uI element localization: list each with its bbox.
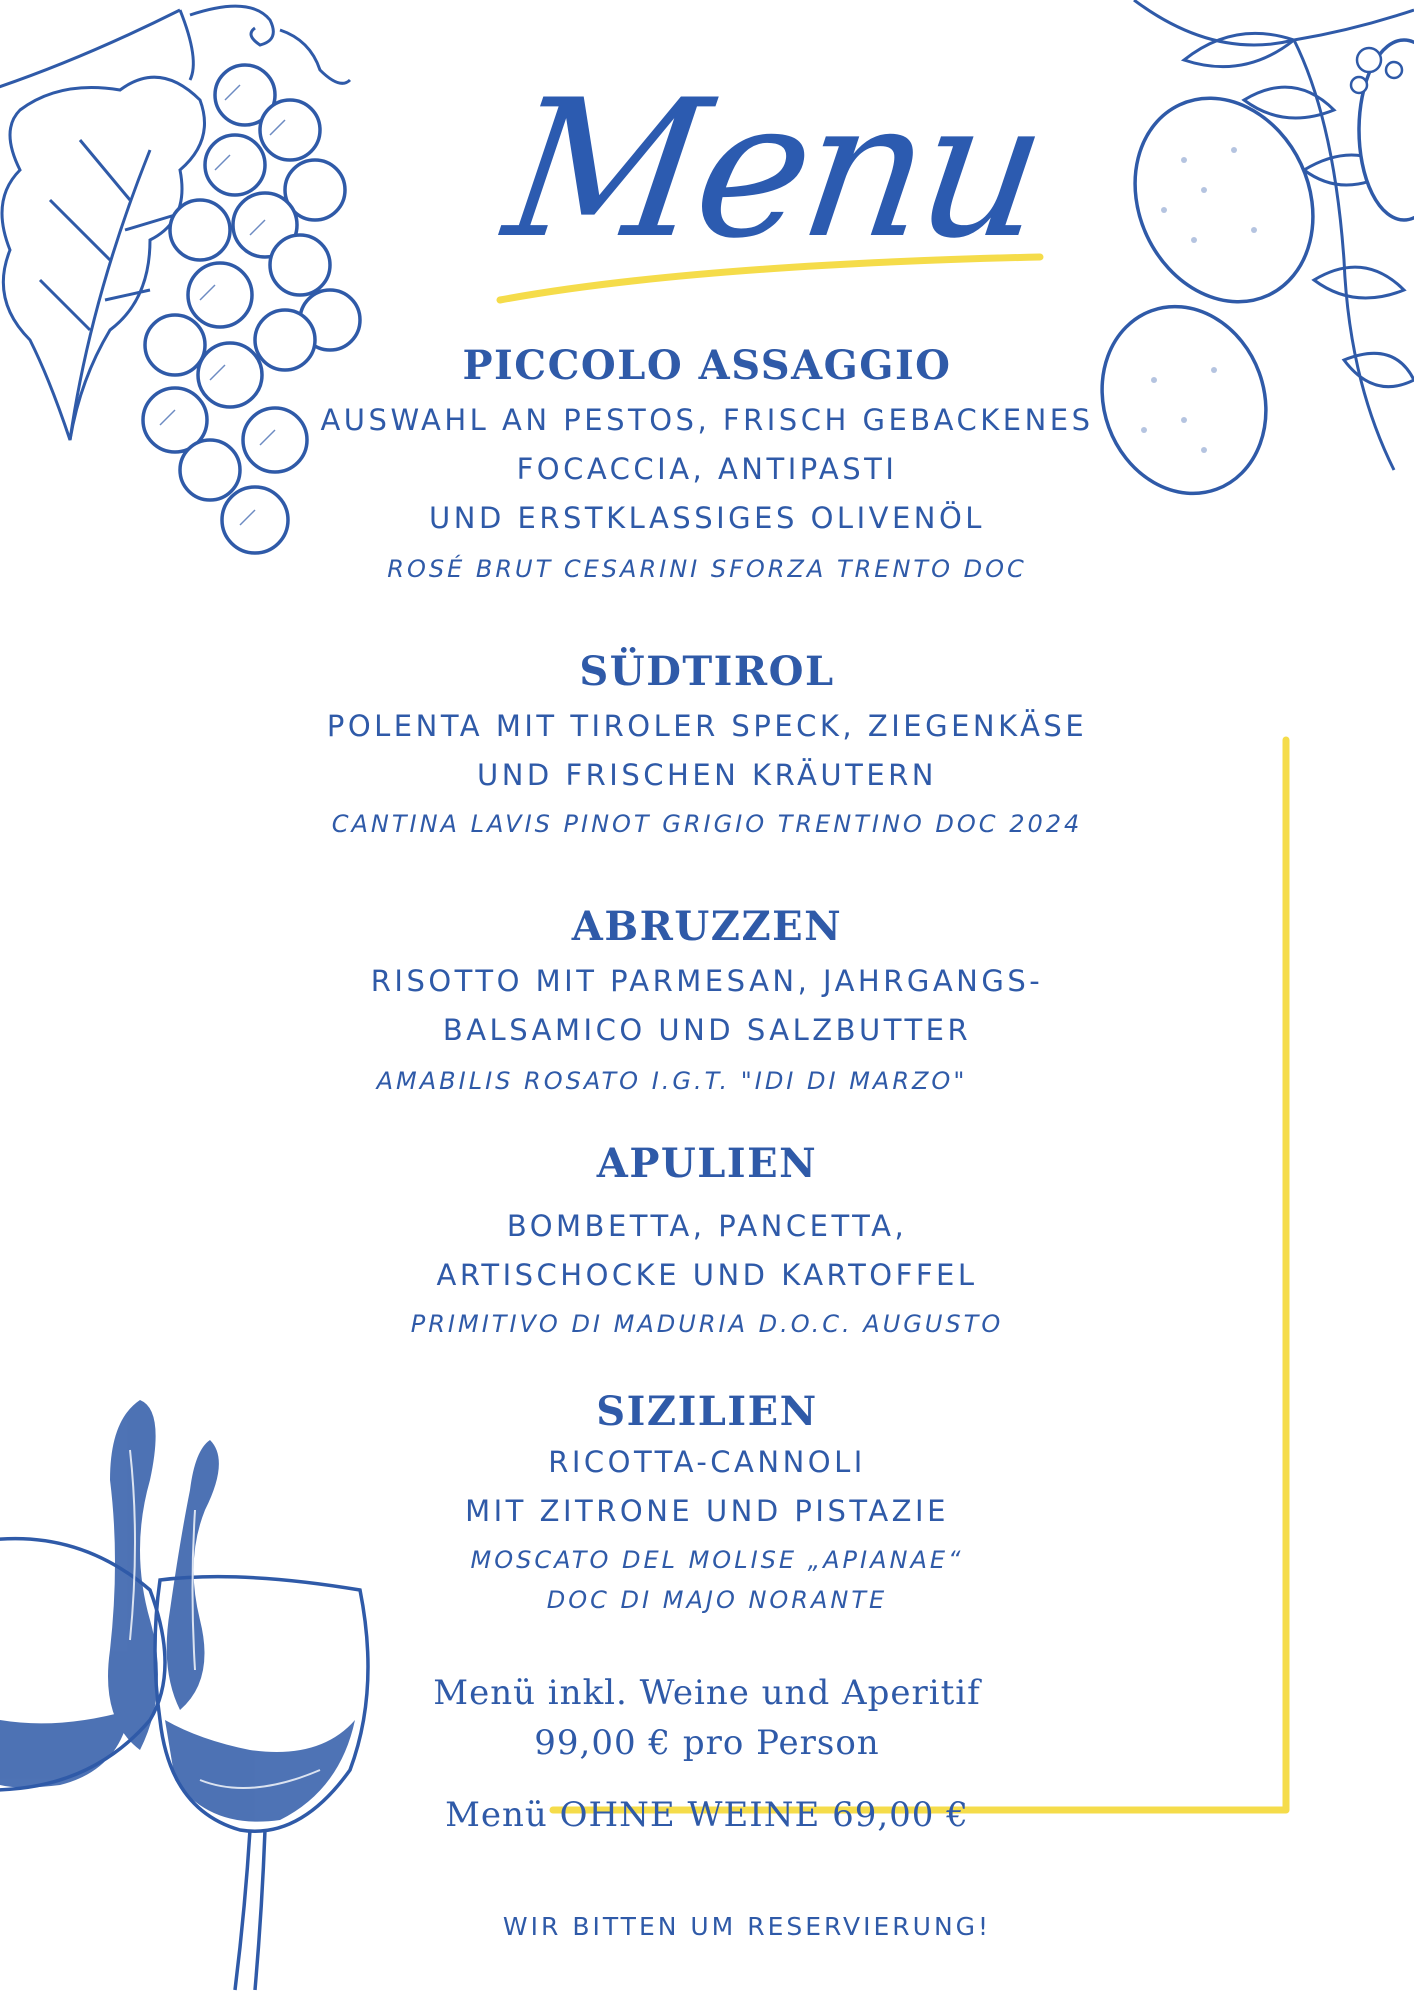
menu-title <box>480 45 1080 315</box>
course-heading: SIZILIEN <box>596 1388 818 1435</box>
wine-line: PRIMITIVO DI MADURIA D.O.C. AUGUSTO <box>410 1310 1004 1338</box>
price-line-with-wine: Menü inkl. Weine und Aperitif <box>433 1673 981 1713</box>
wine-line: DOC DI MAJO NORANTE <box>546 1586 888 1614</box>
wine-line: ROSÉ BRUT CESARINI SFORZA TRENTO DOC <box>387 555 1027 583</box>
price-per-person: 99,00 € pro Person <box>534 1723 880 1763</box>
dish-line: AUSWAHL AN PESTOS, FRISCH GEBACKENES <box>320 403 1094 437</box>
footer <box>0 1912 1414 1941</box>
wine-line: CANTINA LAVIS PINOT GRIGIO TRENTINO DOC 2024 <box>331 810 1083 838</box>
price-without-wine: Menü OHNE WEINE 69,00 € <box>445 1795 969 1835</box>
dish-line: POLENTA MIT TIROLER SPECK, ZIEGENKÄSE <box>326 709 1088 743</box>
course-apulien <box>0 1140 1414 1344</box>
course-abruzzen <box>0 903 1414 1101</box>
pricing-block <box>0 1668 1414 1840</box>
dish-line: ARTISCHOCKE UND KARTOFFEL <box>436 1258 978 1292</box>
course-sizilien <box>0 1388 1414 1620</box>
course-heading: SÜDTIROL <box>579 648 835 695</box>
course-heading: ABRUZZEN <box>571 903 843 950</box>
dish-line: UND ERSTKLASSIGES OLIVENÖL <box>429 501 985 535</box>
dish-line: RISOTTO MIT PARMESAN, JAHRGANGS- <box>370 964 1044 998</box>
course-piccolo-assaggio <box>0 342 1414 589</box>
dish-line: BALSAMICO UND SALZBUTTER <box>442 1013 972 1047</box>
dish-line: MIT ZITRONE UND PISTAZIE <box>465 1494 949 1528</box>
wine-line: AMABILIS ROSATO I.G.T. "IDI DI MARZO" <box>376 1067 968 1095</box>
dish-line: FOCACCIA, ANTIPASTI <box>516 452 898 486</box>
course-heading: APULIEN <box>596 1140 818 1187</box>
menu-title-text: Menu <box>494 59 1054 280</box>
dish-line: UND FRISCHEN KRÄUTERN <box>477 758 937 792</box>
title-underline-stroke <box>490 245 1050 305</box>
reservation-note: WIR BITTEN UM RESERVIERUNG! <box>502 1912 992 1941</box>
wine-line: MOSCATO DEL MOLISE „APIANAE“ <box>470 1546 964 1574</box>
course-heading: PICCOLO ASSAGGIO <box>462 342 952 389</box>
dish-line: RICOTTA-CANNOLI <box>548 1445 866 1479</box>
course-suedtirol <box>0 648 1414 844</box>
dish-line: BOMBETTA, PANCETTA, <box>506 1209 908 1243</box>
